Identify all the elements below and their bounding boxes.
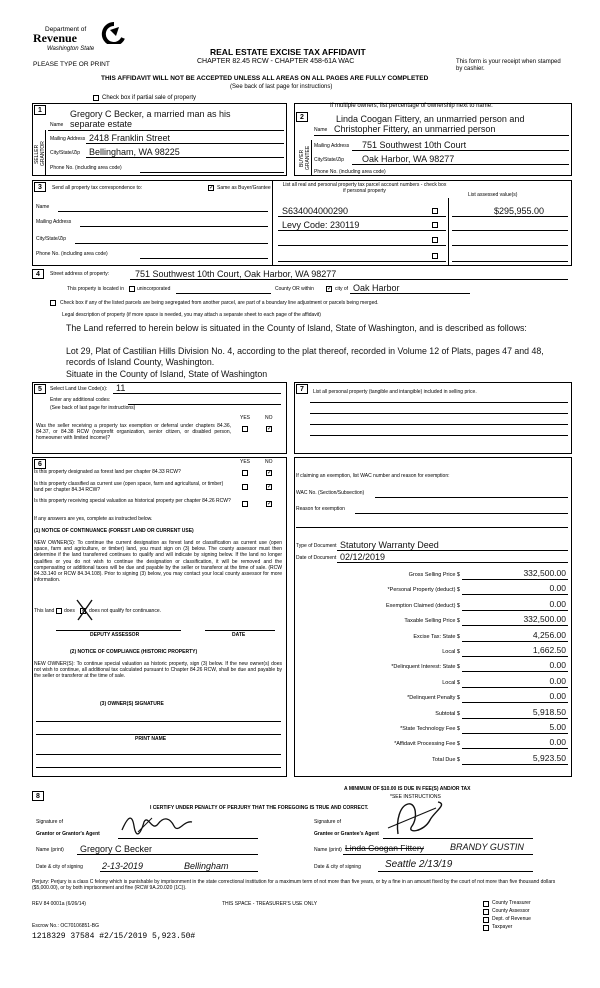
grantee-name-printed: Linda Coogan Fittery: [345, 843, 424, 853]
notice-continuance-body: NEW OWNER(S): To continue the current designation as forest land or classification as current use (open space, farm and agriculture, or timber) land, you must sign on (3) below. The county assessor must then determine if the land transferred continues to qualify and will indicate by signing below. If the land no longer qualifies or you do not wish to continue the designation or classification, it will be removed and the compensating or additional taxes will be due and payable by the seller or transferor at the time of sale. (RCW 84.33.140 or RCW 84.34.108). Prior to signing (3) below, you may contact your local county assessor for more information.: [34, 540, 282, 584]
dept-line1: Department of: [45, 26, 87, 33]
unincorporated-checkbox[interactable]: [129, 286, 135, 292]
copy-checkbox[interactable]: [483, 901, 489, 907]
notice-continuance-title: (1) NOTICE OF CONTINUANCE (FOREST LAND OR CURRENT USE): [34, 528, 194, 534]
copy-label: County Assessor: [492, 908, 530, 914]
additional-codes-label: Enter any additional codes:: [50, 397, 111, 403]
tax-row-underline: [462, 579, 568, 580]
buyer-city[interactable]: Oak Harbor, WA 98277: [362, 154, 455, 164]
seller-mailing[interactable]: 2418 Franklin Street: [89, 133, 171, 143]
revision-number: REV 84 0001a (6/26/14): [32, 901, 86, 907]
tax-row-underline: [462, 625, 568, 626]
property-street-address[interactable]: 751 Southwest 10th Court, Oak Harbor, WA 98277: [135, 269, 337, 279]
land-use-see-back: (See back of last page for instructions): [50, 405, 136, 411]
property-city[interactable]: Oak Harbor: [353, 283, 400, 293]
form-title: REAL ESTATE EXCISE TAX AFFIDAVIT: [210, 47, 366, 57]
assessed-value-1[interactable]: $295,955.00: [494, 206, 545, 216]
tax-row-value[interactable]: 1,662.50: [532, 645, 566, 655]
county-or-within-label: County OR within: [275, 286, 314, 292]
grantor-agent-label: Grantor or Grantor's Agent: [36, 831, 100, 837]
exemption-no-checkbox[interactable]: ✓: [267, 426, 273, 432]
exemption-claim-label: If claiming an exemption, list WAC number and reason for exemption:: [296, 473, 450, 479]
copy-checkbox[interactable]: [483, 909, 489, 915]
section-4-number: 4: [32, 269, 44, 279]
tax-row-label: Taxable Selling Price $: [404, 618, 460, 625]
print-name-label: PRINT NAME: [135, 736, 167, 742]
seller-name-label: Name: [50, 122, 64, 128]
section6-yes-header: YES: [240, 459, 251, 465]
receipt-note: This form is your receipt when stamped by cashier.: [456, 59, 561, 72]
copy-checkbox[interactable]: [483, 917, 489, 923]
this-land-label: This land: [34, 608, 55, 614]
grantor-city[interactable]: Bellingham: [184, 861, 229, 871]
tax-row-value[interactable]: 0.00: [549, 583, 566, 594]
historical-question: Is this property receiving special valuation as historical property per chapter 84.26 RCW?: [34, 498, 231, 504]
buyer-name-line2: Christopher Fittery, an unmarried person: [334, 124, 496, 134]
form-subtitle: CHAPTER 82.45 RCW - CHAPTER 458-61A WAC: [197, 58, 355, 65]
section-1-number: 1: [34, 105, 46, 115]
correspondence-mailing-label: Mailing Address: [36, 219, 72, 225]
document-type[interactable]: Statutory Warranty Deed: [340, 540, 439, 550]
owner-signature-title: (3) OWNER(S) SIGNATURE: [100, 701, 164, 707]
grantee-date-label: Date & city of signing: [314, 864, 361, 870]
buyer-mailing[interactable]: 751 Southwest 10th Court: [362, 140, 467, 150]
grantee-name-label: Name (print): [314, 847, 342, 853]
parcel-header: List all real and personal property tax parcel account numbers - check box if personal property: [282, 182, 447, 194]
certify-statement: I CERTIFY UNDER PENALTY OF PERJURY THAT THE FOREGOING IS TRUE AND CORRECT.: [150, 805, 369, 811]
section-5-number: 5: [34, 384, 46, 394]
buyer-mailing-label: Mailing Address: [314, 143, 350, 149]
current-use-question: Is this property classified as current use (open space, farm and agricultural, or timber) land per chapter 84.34 RCW?: [34, 481, 224, 493]
tax-row-underline: [462, 656, 568, 657]
section-2-number: 2: [296, 112, 308, 122]
section5-yes-header: YES: [240, 415, 251, 421]
tax-row-label: *Delinquent Interest: State $: [391, 664, 460, 671]
exemption-yes-checkbox[interactable]: [242, 426, 248, 432]
tax-row-underline: [462, 733, 568, 734]
tax-row-underline: [462, 641, 568, 642]
segregated-checkbox[interactable]: [50, 300, 56, 306]
grantor-date-label: Date & city of signing: [36, 864, 83, 870]
tax-row-label: Excise Tax: State $: [413, 633, 460, 640]
tax-row-label: *State Technology Fee $: [400, 726, 460, 732]
forest-land-question: Is this property designated as forest land per chapter 84.33 RCW?: [34, 469, 181, 475]
section-6-number: 6: [34, 459, 46, 469]
correspondence-city-label: City/State/Zip: [36, 236, 67, 242]
does-label: does: [64, 608, 75, 614]
personal-property-checkbox-1[interactable]: [432, 208, 438, 214]
current-use-yes-checkbox[interactable]: [242, 484, 248, 490]
deputy-assessor-label: DEPUTY ASSESSOR: [90, 632, 140, 638]
document-date[interactable]: 02/12/2019: [340, 552, 386, 562]
dept-line3: Washington State: [47, 46, 95, 52]
segregated-label: Check box if any of the listed parcels are being segregated from another parcel, are part of a boundary line adjustment or parcels being merged.: [60, 300, 379, 306]
tax-row-value[interactable]: 332,500.00: [523, 568, 566, 578]
personal-property-checkbox-2[interactable]: [432, 222, 438, 228]
legal-description-line1: The Land referred to herein below is situated in the County of Island, State of Washington, and is described as follows:: [66, 323, 527, 333]
tax-row-label: Gross Selling Price $: [408, 572, 460, 578]
copy-checkbox[interactable]: [483, 925, 489, 931]
tax-row-label: Subtotal $: [435, 710, 460, 717]
partial-sale-label: Check box if partial sale of property: [102, 95, 197, 101]
tax-row-label: Local $: [442, 649, 460, 655]
multi-owners-note: If multiple owners, list percentage of ownership next to name.: [330, 103, 493, 109]
minimum-fee-note: A MINIMUM OF $10.00 IS DUE IN FEE(S) AND/OR TAX: [344, 786, 471, 792]
exemption-reason-label: Reason for exemption: [296, 506, 345, 512]
seller-name-line2: separate estate: [70, 119, 133, 129]
seller-phone-label: Phone No. (including area code): [50, 165, 122, 171]
tax-row-underline: [462, 687, 568, 688]
notice-compliance-title: (2) NOTICE OF COMPLIANCE (HISTORIC PROPERTY): [70, 649, 198, 655]
section6-no-header: NO: [265, 459, 273, 465]
same-as-buyer-label: Same as Buyer/Grantee: [217, 185, 271, 191]
escrow-number: Escrow No.: OC70106851-BG: [32, 923, 99, 929]
treasurer-space-label: THIS SPACE - TREASURER'S USE ONLY: [222, 901, 318, 907]
does-not-label: does not qualify for continuance.: [89, 608, 161, 614]
tax-row-underline: [462, 594, 568, 595]
tax-row-value[interactable]: 5,918.50: [532, 706, 566, 717]
section-6: [32, 457, 287, 777]
tax-row-value[interactable]: 332,500.00: [523, 614, 566, 625]
section-8-number: 8: [32, 791, 44, 801]
tax-row-label: *Personal Property (deduct) $: [387, 587, 460, 594]
tax-row-label: *Affidavit Processing Fee $: [394, 741, 460, 748]
assessor-date-label: DATE: [232, 632, 246, 638]
grantee-signature-label: Signature of: [314, 819, 341, 825]
land-use-label: Select Land Use Code(s):: [50, 386, 108, 392]
section-3-number: 3: [34, 182, 46, 192]
parcel-number-1[interactable]: S634004000290: [282, 206, 349, 216]
city-of-checkbox[interactable]: ✓: [327, 286, 333, 292]
tax-row-value[interactable]: 0.00: [549, 691, 566, 702]
grantor-name[interactable]: Gregory C Becker: [80, 844, 153, 854]
grantee-agent-label: Grantee or Grantee's Agent: [314, 831, 379, 837]
seller-city-label: City/State/Zip: [50, 150, 81, 156]
tax-row-underline: [462, 671, 568, 672]
tax-row-value[interactable]: 0.00: [549, 598, 566, 609]
tax-row-value[interactable]: 4,256.00: [532, 629, 566, 640]
print-note: PLEASE TYPE OR PRINT: [33, 61, 110, 68]
grantor-signature-label: Signature of: [36, 819, 63, 825]
correspondence-phone-label: Phone No. (including area code): [36, 251, 108, 257]
seller-city[interactable]: Bellingham, WA 98225: [89, 147, 180, 157]
personal-property-label: List all personal property (tangible and intangible) included in selling price.: [313, 389, 477, 395]
personal-property-checkbox-3[interactable]: [432, 237, 438, 243]
revenue-logo: [33, 22, 133, 62]
buyer-phone-label: Phone No. (including area code): [314, 169, 386, 175]
document-date-label: Date of Document: [296, 555, 337, 561]
seller-side-label: SELLER GRANTOR: [34, 141, 46, 167]
document-type-label: Type of Document: [296, 543, 337, 549]
seller-name-line1: Gregory C Becker, a married man as his: [70, 109, 231, 119]
tax-row-underline: [462, 610, 568, 611]
grantee-date-city[interactable]: Seattle 2/13/19: [385, 859, 453, 870]
city-of-label: city of: [335, 286, 349, 292]
buyer-side-label: BUYER GRANTEE: [299, 145, 311, 171]
street-address-label: Street address of property:: [50, 271, 110, 277]
current-use-no-checkbox[interactable]: ✓: [267, 484, 273, 490]
forest-land-no-checkbox[interactable]: ✓: [267, 470, 273, 476]
land-use-code[interactable]: 11: [116, 383, 126, 393]
buyer-name-line1: Linda Coogan Fittery, an unmarried person and: [336, 114, 525, 124]
tax-row-label: *Delinquent Penalty $: [407, 695, 460, 702]
see-instructions-note: *SEE INSTRUCTIONS: [390, 794, 441, 800]
tax-row-value[interactable]: 0.00: [549, 660, 566, 671]
exemption-question: Was the seller receiving a property tax exemption or deferral under chapters 84.36, 84.37, or 84.38 RCW (nonprofit organization, senior citizen, or disabled person, homeowner with limited income)?: [36, 423, 231, 441]
section5-no-header: NO: [265, 415, 273, 421]
section-7-number: 7: [296, 384, 308, 394]
buyer-city-label: City/State/Zip: [314, 157, 345, 163]
see-back-note: (See back of last page for instructions): [230, 84, 333, 90]
correspondence-name-label: Name: [36, 204, 50, 210]
grantee-name-handwritten[interactable]: BRANDY GUSTIN: [450, 842, 524, 852]
historical-yes-checkbox[interactable]: [242, 501, 248, 507]
grantor-signature: [118, 812, 198, 838]
perjury-notice: Perjury: Perjury is a class C felony which is punishable by imprisonment in the state correctional institution for a maximum term of not more than five years, or by a fine in an amount fixed by the court of not more than five thousand dollars ($5,000.00), or by both imprisonment and fine (RCW 9A.20.020 (1C)).: [32, 879, 556, 892]
grantor-name-label: Name (print): [36, 847, 64, 853]
grantor-date[interactable]: 2-13-2019: [102, 861, 144, 871]
copy-label: County Treasurer: [492, 900, 531, 906]
legal-description-line2: Lot 29, Plat of Castilian Hills Division No. 4, according to the plat thereof, recorded in Volume 12 of Plats, pages 47 and 48, records of Island County, Washington.: [66, 346, 544, 367]
located-in-label: This property is located in: [67, 286, 124, 292]
does-checkbox[interactable]: [56, 608, 62, 614]
same-as-buyer-checkbox[interactable]: ✓: [209, 185, 215, 191]
wac-number-label: WAC No. (Section/Subsection): [296, 490, 365, 496]
tax-row-value[interactable]: 0.00: [549, 675, 566, 686]
grantee-signature: [378, 798, 458, 838]
levy-code: Levy Code: 230119: [282, 220, 360, 230]
recording-stamp: 1218329 37584 #2/15/2019 5,923.50#: [32, 932, 196, 941]
seller-mailing-label: Mailing Address: [50, 136, 86, 142]
copy-label: Dept. of Revenue: [492, 916, 531, 922]
legal-description-line3: Situate in the County of Island, State of Washington: [66, 369, 268, 379]
personal-property-checkbox-4[interactable]: [432, 253, 438, 259]
tax-row-underline: [462, 748, 568, 749]
copy-label: Taxpayer: [492, 924, 513, 930]
tax-row-label: Local $: [442, 679, 460, 686]
tax-row-label: Total Due $: [432, 756, 460, 763]
assessed-header: List assessed value(s): [468, 192, 518, 198]
tax-row-value[interactable]: 5,923.50: [532, 752, 566, 763]
tax-row-underline: [462, 764, 568, 765]
dept-line2: Revenue: [33, 31, 77, 45]
legal-description-label: Legal description of property (if more space is needed, you may attach a separate sheet to each page of the affidavit): [62, 312, 321, 318]
buyer-name-label: Name: [314, 127, 328, 133]
tax-row-value[interactable]: 0.00: [549, 737, 566, 748]
does-not-checkbox[interactable]: ✕: [81, 608, 87, 614]
if-yes-note: If any answers are yes, complete as instructed below.: [34, 516, 153, 522]
tax-row-value[interactable]: 5.00: [549, 722, 566, 732]
tax-row-label: Exemption Claimed (deduct) $: [386, 602, 460, 609]
partial-sale-checkbox[interactable]: [93, 95, 99, 101]
tax-row-underline: [462, 702, 568, 703]
historical-no-checkbox[interactable]: ✓: [267, 501, 273, 507]
forest-land-yes-checkbox[interactable]: [242, 470, 248, 476]
warning-banner: THIS AFFIDAVIT WILL NOT BE ACCEPTED UNLESS ALL AREAS ON ALL PAGES ARE FULLY COMPLETED: [101, 75, 429, 82]
notice-compliance-body: NEW OWNER(S): To continue special valuation as historic property, sign (3) below. If the new owner(s) does not wish to continue, all additional tax calculated pursuant to Chapter 84.26 RCW, shall be due and payable by the seller or transferor at the time of sale.: [34, 661, 282, 680]
unincorporated-label: unincorporated: [137, 286, 171, 292]
send-correspondence-label: Send all property tax correspondence to:: [52, 185, 143, 191]
logo-emblem-icon: [101, 22, 127, 44]
tax-row-underline: [462, 718, 568, 719]
